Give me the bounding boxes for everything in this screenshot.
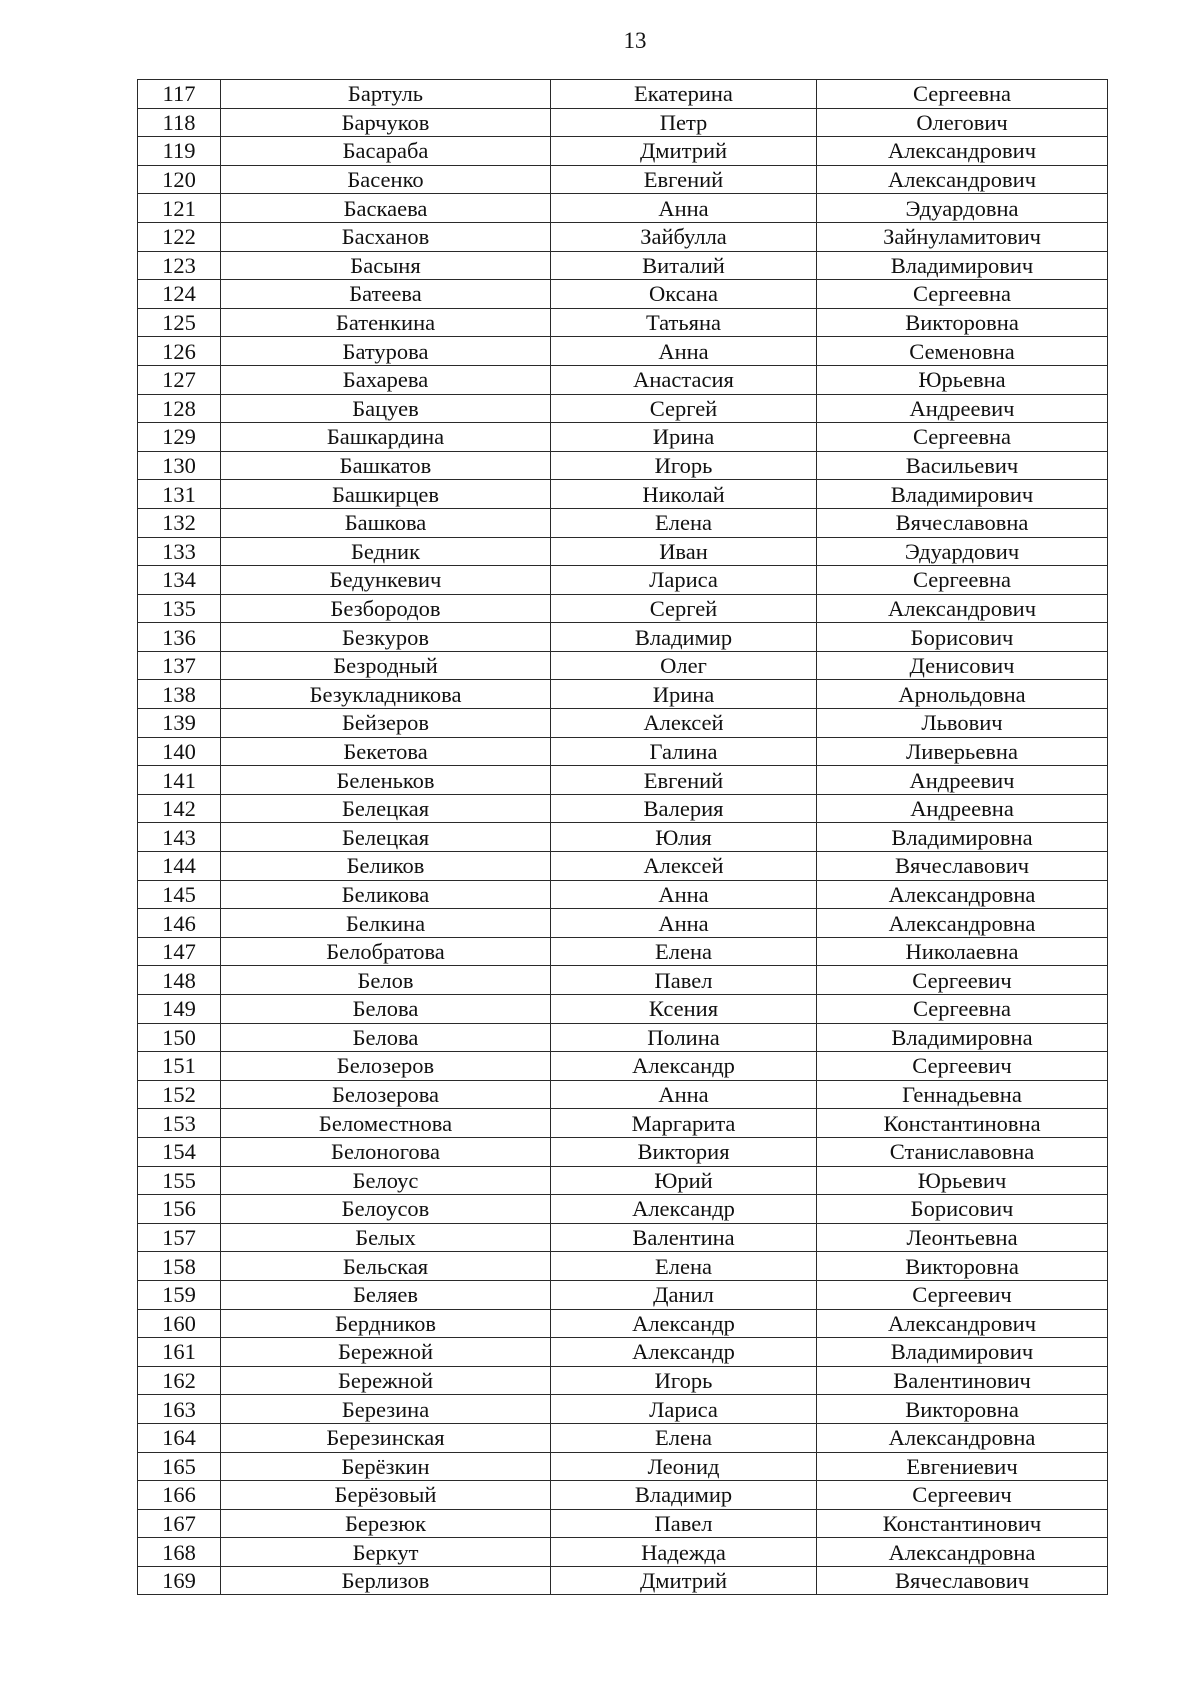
patronymic-cell: Александрович [817,165,1108,194]
patronymic-cell: Сергеевна [817,423,1108,452]
row-number-cell: 144 [138,852,221,881]
first-name-cell: Петр [551,108,817,137]
patronymic-cell: Сергеевна [817,280,1108,309]
last-name-cell: Безродный [221,651,551,680]
row-number-cell: 122 [138,222,221,251]
last-name-cell: Басыня [221,251,551,280]
row-number-cell: 117 [138,80,221,109]
table-row [138,623,1108,652]
roster-body [138,80,1108,1595]
last-name-cell: Бейзеров [221,709,551,738]
table-row [138,308,1108,337]
table-row [138,1195,1108,1224]
patronymic-cell: Владимирович [817,1338,1108,1367]
table-row [138,108,1108,137]
row-number-cell: 155 [138,1166,221,1195]
last-name-cell: Белоногова [221,1137,551,1166]
last-name-cell: Безукладникова [221,680,551,709]
row-number-cell: 160 [138,1309,221,1338]
first-name-cell: Сергей [551,394,817,423]
row-number-cell: 141 [138,766,221,795]
patronymic-cell: Александровна [817,880,1108,909]
row-number-cell: 119 [138,137,221,166]
table-row [138,937,1108,966]
first-name-cell: Алексей [551,709,817,738]
row-number-cell: 136 [138,623,221,652]
last-name-cell: Баскаева [221,194,551,223]
patronymic-cell: Александровна [817,1538,1108,1567]
last-name-cell: Березинская [221,1423,551,1452]
first-name-cell: Екатерина [551,80,817,109]
row-number-cell: 125 [138,308,221,337]
patronymic-cell: Валентинович [817,1366,1108,1395]
table-row [138,423,1108,452]
table-row [138,852,1108,881]
row-number-cell: 127 [138,365,221,394]
last-name-cell: Бартуль [221,80,551,109]
table-row [138,1366,1108,1395]
table-row [138,1109,1108,1138]
first-name-cell: Олег [551,651,817,680]
row-number-cell: 153 [138,1109,221,1138]
patronymic-cell: Зайнуламитович [817,222,1108,251]
patronymic-cell: Андреевна [817,794,1108,823]
row-number-cell: 169 [138,1566,221,1595]
row-number-cell: 148 [138,966,221,995]
first-name-cell: Павел [551,966,817,995]
last-name-cell: Белоусов [221,1195,551,1224]
row-number-cell: 164 [138,1423,221,1452]
last-name-cell: Басханов [221,222,551,251]
last-name-cell: Безкуров [221,623,551,652]
last-name-cell: Бедник [221,537,551,566]
first-name-cell: Владимир [551,623,817,652]
table-row [138,1538,1108,1567]
table-row [138,1395,1108,1424]
last-name-cell: Берёзовый [221,1481,551,1510]
patronymic-cell: Сергеевна [817,80,1108,109]
patronymic-cell: Владимирович [817,251,1108,280]
first-name-cell: Дмитрий [551,1566,817,1595]
table-row [138,1137,1108,1166]
first-name-cell: Елена [551,937,817,966]
row-number-cell: 135 [138,594,221,623]
patronymic-cell: Олегович [817,108,1108,137]
last-name-cell: Барчуков [221,108,551,137]
last-name-cell: Березюк [221,1509,551,1538]
table-row [138,1338,1108,1367]
last-name-cell: Березина [221,1395,551,1424]
patronymic-cell: Арнольдовна [817,680,1108,709]
patronymic-cell: Владимирович [817,480,1108,509]
first-name-cell: Лариса [551,1395,817,1424]
table-row [138,823,1108,852]
last-name-cell: Башкардина [221,423,551,452]
patronymic-cell: Владимировна [817,1023,1108,1052]
table-row [138,1052,1108,1081]
row-number-cell: 142 [138,794,221,823]
table-row [138,1509,1108,1538]
table-row [138,680,1108,709]
last-name-cell: Белозерова [221,1080,551,1109]
row-number-cell: 120 [138,165,221,194]
last-name-cell: Безбородов [221,594,551,623]
last-name-cell: Беломестнова [221,1109,551,1138]
first-name-cell: Оксана [551,280,817,309]
last-name-cell: Бацуев [221,394,551,423]
patronymic-cell: Андреевич [817,766,1108,795]
patronymic-cell: Андреевич [817,394,1108,423]
first-name-cell: Александр [551,1052,817,1081]
patronymic-cell: Львович [817,709,1108,738]
row-number-cell: 152 [138,1080,221,1109]
table-row [138,537,1108,566]
patronymic-cell: Владимировна [817,823,1108,852]
last-name-cell: Бахарева [221,365,551,394]
row-number-cell: 123 [138,251,221,280]
patronymic-cell: Александрович [817,594,1108,623]
last-name-cell: Беленьков [221,766,551,795]
patronymic-cell: Константинович [817,1509,1108,1538]
last-name-cell: Белова [221,995,551,1024]
row-number-cell: 163 [138,1395,221,1424]
row-number-cell: 128 [138,394,221,423]
patronymic-cell: Александровна [817,909,1108,938]
patronymic-cell: Борисович [817,623,1108,652]
row-number-cell: 151 [138,1052,221,1081]
first-name-cell: Алексей [551,852,817,881]
first-name-cell: Евгений [551,165,817,194]
patronymic-cell: Борисович [817,1195,1108,1224]
first-name-cell: Полина [551,1023,817,1052]
patronymic-cell: Вячеславовна [817,508,1108,537]
row-number-cell: 166 [138,1481,221,1510]
first-name-cell: Игорь [551,1366,817,1395]
last-name-cell: Белозеров [221,1052,551,1081]
table-row [138,1423,1108,1452]
table-row [138,394,1108,423]
first-name-cell: Анна [551,1080,817,1109]
row-number-cell: 157 [138,1223,221,1252]
row-number-cell: 124 [138,280,221,309]
last-name-cell: Белова [221,1023,551,1052]
table-row [138,1223,1108,1252]
table-row [138,794,1108,823]
patronymic-cell: Ливерьевна [817,737,1108,766]
row-number-cell: 156 [138,1195,221,1224]
table-row [138,880,1108,909]
row-number-cell: 130 [138,451,221,480]
first-name-cell: Виталий [551,251,817,280]
table-row [138,766,1108,795]
first-name-cell: Павел [551,1509,817,1538]
first-name-cell: Евгений [551,766,817,795]
patronymic-cell: Денисович [817,651,1108,680]
first-name-cell: Леонид [551,1452,817,1481]
patronymic-cell: Сергеевна [817,566,1108,595]
table-row [138,909,1108,938]
table-row [138,137,1108,166]
table-row [138,1023,1108,1052]
first-name-cell: Ирина [551,423,817,452]
patronymic-cell: Станиславовна [817,1137,1108,1166]
patronymic-cell: Вячеславович [817,852,1108,881]
table-row [138,222,1108,251]
row-number-cell: 147 [138,937,221,966]
patronymic-cell: Константиновна [817,1109,1108,1138]
first-name-cell: Анна [551,194,817,223]
table-row [138,651,1108,680]
table-row [138,709,1108,738]
first-name-cell: Иван [551,537,817,566]
row-number-cell: 140 [138,737,221,766]
row-number-cell: 162 [138,1366,221,1395]
table-row [138,1080,1108,1109]
patronymic-cell: Эдуардовна [817,194,1108,223]
first-name-cell: Юрий [551,1166,817,1195]
table-row [138,251,1108,280]
last-name-cell: Белкина [221,909,551,938]
first-name-cell: Анна [551,880,817,909]
row-number-cell: 139 [138,709,221,738]
first-name-cell: Владимир [551,1481,817,1510]
first-name-cell: Ирина [551,680,817,709]
table-row [138,1166,1108,1195]
first-name-cell: Николай [551,480,817,509]
table-row [138,737,1108,766]
first-name-cell: Игорь [551,451,817,480]
patronymic-cell: Вячеславович [817,1566,1108,1595]
last-name-cell: Белецкая [221,823,551,852]
last-name-cell: Белецкая [221,794,551,823]
first-name-cell: Галина [551,737,817,766]
patronymic-cell: Викторовна [817,308,1108,337]
patronymic-cell: Юрьевич [817,1166,1108,1195]
first-name-cell: Данил [551,1280,817,1309]
patronymic-cell: Викторовна [817,1395,1108,1424]
last-name-cell: Башкатов [221,451,551,480]
first-name-cell: Александр [551,1338,817,1367]
first-name-cell: Татьяна [551,308,817,337]
last-name-cell: Батеева [221,280,551,309]
table-row [138,1452,1108,1481]
first-name-cell: Елена [551,508,817,537]
first-name-cell: Виктория [551,1137,817,1166]
row-number-cell: 149 [138,995,221,1024]
row-number-cell: 159 [138,1280,221,1309]
table-row [138,365,1108,394]
table-row [138,194,1108,223]
last-name-cell: Башкирцев [221,480,551,509]
first-name-cell: Анна [551,909,817,938]
row-number-cell: 145 [138,880,221,909]
patronymic-cell: Сергеевич [817,1481,1108,1510]
last-name-cell: Бекетова [221,737,551,766]
table-row [138,80,1108,109]
table-row [138,1252,1108,1281]
row-number-cell: 167 [138,1509,221,1538]
table-row [138,280,1108,309]
last-name-cell: Бердников [221,1309,551,1338]
row-number-cell: 118 [138,108,221,137]
row-number-cell: 150 [138,1023,221,1052]
last-name-cell: Бережной [221,1338,551,1367]
row-number-cell: 158 [138,1252,221,1281]
row-number-cell: 138 [138,680,221,709]
patronymic-cell: Эдуардович [817,537,1108,566]
table-row [138,451,1108,480]
row-number-cell: 134 [138,566,221,595]
patronymic-cell: Сергеевич [817,966,1108,995]
table-row [138,1481,1108,1510]
patronymic-cell: Геннадьевна [817,1080,1108,1109]
roster-table [137,79,1108,1595]
row-number-cell: 129 [138,423,221,452]
first-name-cell: Валентина [551,1223,817,1252]
table-row [138,566,1108,595]
last-name-cell: Белоус [221,1166,551,1195]
first-name-cell: Маргарита [551,1109,817,1138]
last-name-cell: Басенко [221,165,551,194]
last-name-cell: Белов [221,966,551,995]
first-name-cell: Елена [551,1423,817,1452]
first-name-cell: Юлия [551,823,817,852]
first-name-cell: Зайбулла [551,222,817,251]
patronymic-cell: Сергеевич [817,1052,1108,1081]
last-name-cell: Батурова [221,337,551,366]
last-name-cell: Басараба [221,137,551,166]
last-name-cell: Бережной [221,1366,551,1395]
patronymic-cell: Васильевич [817,451,1108,480]
table-row [138,165,1108,194]
table-row [138,594,1108,623]
first-name-cell: Сергей [551,594,817,623]
patronymic-cell: Николаевна [817,937,1108,966]
last-name-cell: Беркут [221,1538,551,1567]
patronymic-cell: Евгениевич [817,1452,1108,1481]
first-name-cell: Лариса [551,566,817,595]
patronymic-cell: Викторовна [817,1252,1108,1281]
patronymic-cell: Семеновна [817,337,1108,366]
first-name-cell: Надежда [551,1538,817,1567]
row-number-cell: 132 [138,508,221,537]
patronymic-cell: Сергеевна [817,995,1108,1024]
first-name-cell: Александр [551,1309,817,1338]
row-number-cell: 154 [138,1137,221,1166]
first-name-cell: Валерия [551,794,817,823]
row-number-cell: 126 [138,337,221,366]
first-name-cell: Анна [551,337,817,366]
table-row [138,1309,1108,1338]
last-name-cell: Беликов [221,852,551,881]
row-number-cell: 133 [138,537,221,566]
last-name-cell: Батенкина [221,308,551,337]
patronymic-cell: Юрьевна [817,365,1108,394]
patronymic-cell: Александрович [817,1309,1108,1338]
patronymic-cell: Александрович [817,137,1108,166]
table-row [138,1566,1108,1595]
last-name-cell: Беляев [221,1280,551,1309]
row-number-cell: 121 [138,194,221,223]
last-name-cell: Бедункевич [221,566,551,595]
first-name-cell: Елена [551,1252,817,1281]
row-number-cell: 165 [138,1452,221,1481]
page-number: 13 [623,28,647,53]
table-row [138,995,1108,1024]
first-name-cell: Ксения [551,995,817,1024]
last-name-cell: Беликова [221,880,551,909]
first-name-cell: Анастасия [551,365,817,394]
table-row [138,1280,1108,1309]
patronymic-cell: Сергеевич [817,1280,1108,1309]
patronymic-cell: Леонтьевна [817,1223,1108,1252]
last-name-cell: Берлизов [221,1566,551,1595]
row-number-cell: 168 [138,1538,221,1567]
row-number-cell: 131 [138,480,221,509]
last-name-cell: Белобратова [221,937,551,966]
table-row [138,966,1108,995]
last-name-cell: Башкова [221,508,551,537]
table-row [138,480,1108,509]
row-number-cell: 137 [138,651,221,680]
patronymic-cell: Александровна [817,1423,1108,1452]
first-name-cell: Дмитрий [551,137,817,166]
first-name-cell: Александр [551,1195,817,1224]
last-name-cell: Бельская [221,1252,551,1281]
last-name-cell: Белых [221,1223,551,1252]
row-number-cell: 146 [138,909,221,938]
last-name-cell: Берёзкин [221,1452,551,1481]
row-number-cell: 143 [138,823,221,852]
table-row [138,508,1108,537]
row-number-cell: 161 [138,1338,221,1367]
table-row [138,337,1108,366]
